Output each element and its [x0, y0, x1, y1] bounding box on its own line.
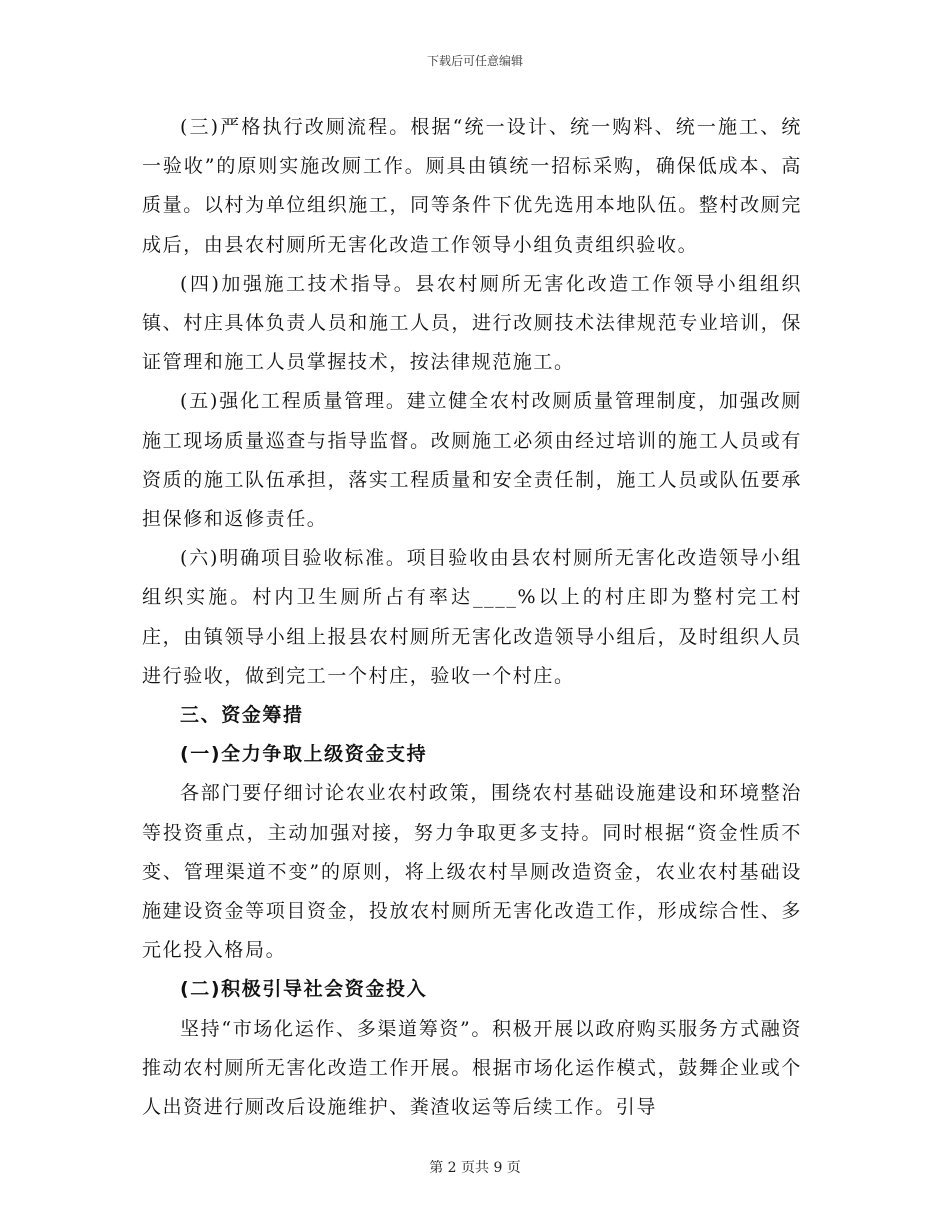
paragraph-superior-funds: 各部门要仔细讨论农业农村政策，围绕农村基础设施建设和环境整治等投资重点，主动加强对接，努力争取更多支持。同时根据“资金性质不变、管理渠道不变”的原则，将上级农村旱厕改造资金，农业农村基础设施建设资金等项目资金，投放农村厕所无害化改造工作，形成综合性、多元化投入格局。 — [142, 782, 802, 962]
document-body — [142, 108, 802, 1127]
paragraph-acceptance-standard: (六)明确项目验收标准。项目验收由县农村厕所无害化改造领导小组组织实施。村内卫生厕所占有率达____%以上的村庄即为整村完工村庄，由镇领导小组上报县农村厕所无害化改造领导小组后，及时组织人员进行验收，做到完工一个村庄，验收一个村庄。 — [142, 547, 802, 687]
paragraph-strict-process: (三)严格执行改厕流程。根据“统一设计、统一购料、统一施工、统一验收”的原则实施改厕工作。厕具由镇统一招标采购，确保低成本、高质量。以村为单位组织施工，同等条件下优先选用本地队伍。整村改厕完成后，由县农村厕所无害化改造工作领导小组负责组织验收。 — [142, 116, 802, 256]
subheading-superior-funds: (一)全力争取上级资金支持 — [180, 743, 428, 766]
page-number: 第 2 页共 9 页 — [429, 1160, 521, 1176]
paragraph-social-funds: 坚持“市场化运作、多渠道筹资”。积极开展以政府购买服务方式融资推动农村厕所无害化改造工作开展。根据市场化运作模式，鼓舞企业或个人出资进行厕改后设施维护、粪渣收运等后续工作。引导 — [142, 1017, 802, 1119]
paragraph-quality-management: (五)强化工程质量管理。建立健全农村改厕质量管理制度，加强改厕施工现场质量巡查与指导监督。改厕施工必须由经过培训的施工人员或有资质的施工队伍承担，落实工程质量和安全责任制，施工人员或队伍要承担保修和返修责任。 — [142, 390, 802, 531]
subheading-social-funds: (二)积极引导社会资金投入 — [180, 978, 428, 1001]
page-header: 下载后可任意编辑 — [426, 54, 523, 68]
section-heading-funding: 三、资金筹措 — [180, 704, 304, 727]
paragraph-technical-guidance: (四)加强施工技术指导。县农村厕所无害化改造工作领导小组组织镇、村庄具体负责人员和施工人员，进行改厕技术法律规范专业培训，保证管理和施工人员掌握技术，按法律规范施工。 — [142, 272, 802, 374]
